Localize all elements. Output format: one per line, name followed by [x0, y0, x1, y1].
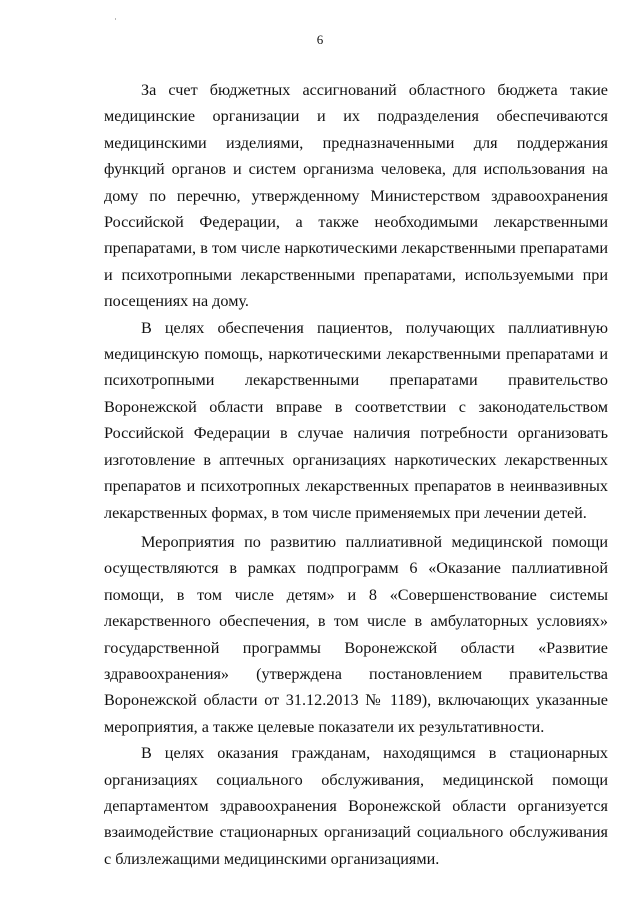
paragraph-narcotic-drugs: В целях обеспечения пациентов, получающих паллиативную медицинскую помощь, наркотическими лекарственными препаратами и психотропными лекарственными препаратами правительство Воронежской области вправе в соответствии с законодательством Российской Федерации в случае наличия потребности организовать изготовление в аптечных организациях наркотических лекарственных препаратов и психотропных лекарственных препаратов в неинвазивных лекарственных формах, в том числе применяемых при лечении детей. [104, 318, 608, 522]
paragraph-social-care-cooperation: В целях оказания гражданам, находящимся в стационарных организациях социального обслуживания, медицинской помощи департаментом здравоохранения Воронежской области организуется взаимодействие стационарных организаций социального обслуживания с близлежащими медицинскими организациями. [104, 744, 608, 868]
page-number: 6 [316, 32, 324, 47]
paragraph-palliative-programs: Мероприятия по развитию паллиативной медицинской помощи осуществляются в рамках подпрограмм 6 «Оказание паллиативной помощи, в том числе детям» и 8 «Совершенствование системы лекарственного обеспечения, в том числе в амбулаторных условиях» государственной программы Воронежской области «Развитие здравоохранения» (утверждена постановлением правительства Воронежской области от 31.12.2013 № 1189), включающих указанные мероприятия, а также целевые показатели их результативности. [104, 532, 608, 736]
scan-artifact [115, 18, 116, 20]
paragraph-budget-funding: За счет бюджетных ассигнований областного бюджета такие медицинские организации и их подразделения обеспечиваются медицинскими изделиями, предназначенными для поддержания функций органов и систем организма человека, для использования на дому по перечню, утвержденному Министерством здравоохранения Российской Федерации, а также необходимыми лекарственными препаратами, в том числе наркотическими лекарственными препаратами и психотропными лекарственными препаратами, используемыми при посещениях на дому. [104, 81, 608, 311]
document-body [104, 77, 608, 872]
